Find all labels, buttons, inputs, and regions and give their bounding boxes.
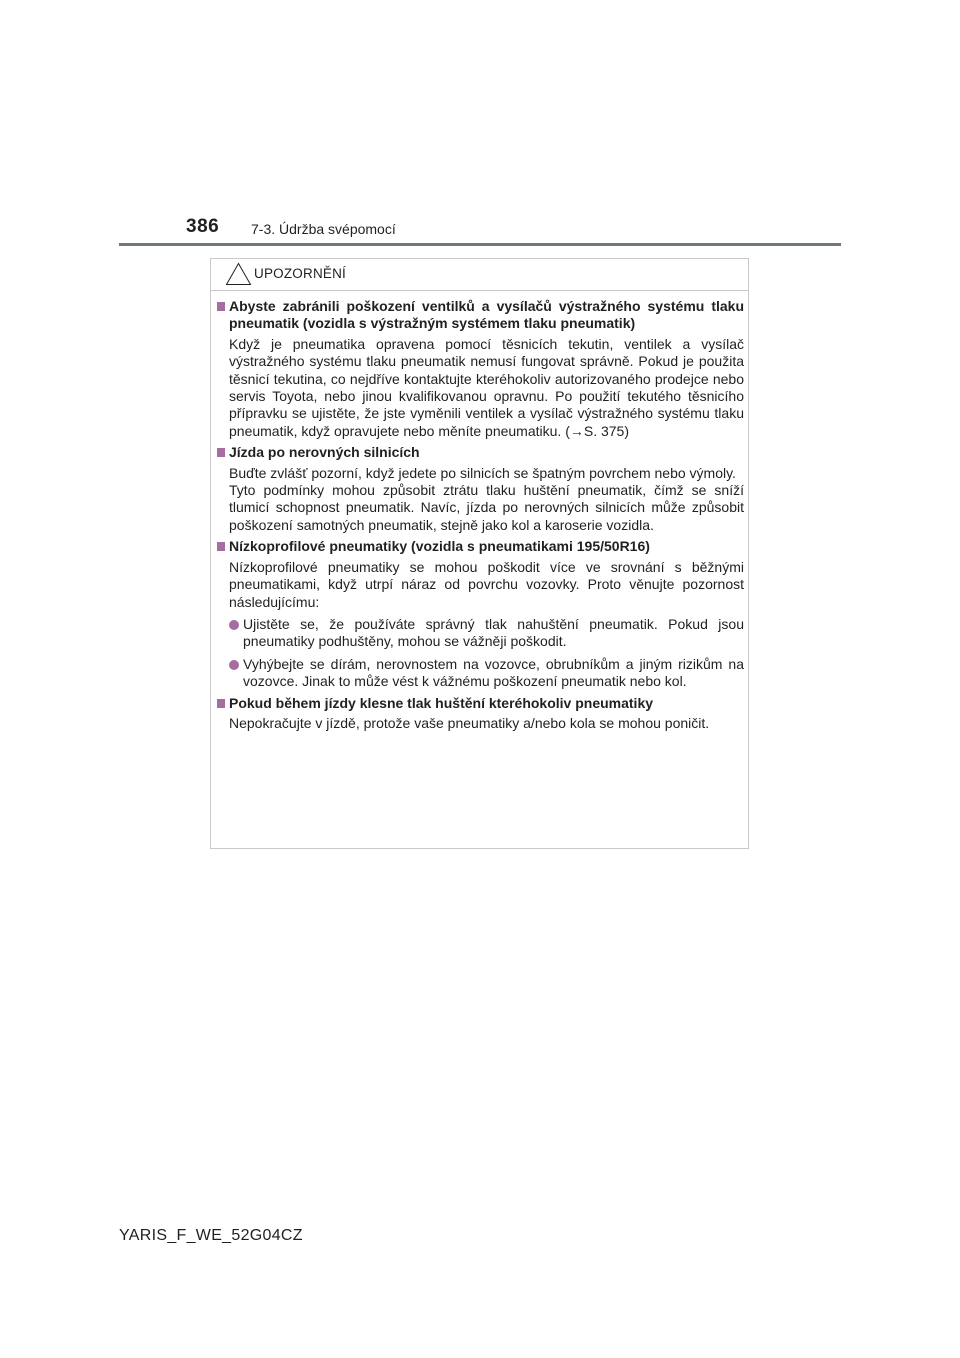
square-bullet-icon <box>217 448 225 457</box>
item-title <box>217 538 744 555</box>
bullet-text: Vyhýbejte se dírám, nerovnostem na vozovce, obrubníkům a jiným rizikům na vozovce. Jinak to může vést k vážnému poškození pneumatik nebo kol. <box>243 655 744 690</box>
item-paragraph: Nepokračujte v jízdě, protože vaše pneumatiky a/nebo kola se mohou poničit. <box>229 714 710 731</box>
warning-header <box>211 259 748 291</box>
item-title <box>217 298 744 333</box>
warning-box <box>210 258 749 849</box>
warning-triangle-icon <box>225 262 252 286</box>
item-title <box>217 695 744 712</box>
item-title-text: Jízda po nerovných silnicích <box>229 444 420 461</box>
bullet-item <box>217 656 744 691</box>
document-code: YARIS_F_WE_52G04CZ <box>119 1227 303 1244</box>
item-title-text: Nízkoprofilové pneumatiky (vozidla s pneumatikami 195/50R16) <box>229 538 650 555</box>
header-rule <box>119 243 841 246</box>
item-paragraph: Nízkoprofilové pneumatiky se mohou poškodit více ve srovnání s běžnými pneumatikami, když utrpí náraz od povrchu vozovky. Proto věnujte pozornost následujícímu: <box>229 558 744 610</box>
warning-item <box>217 538 744 690</box>
item-title-text: Pokud během jízdy klesne tlak huštění kteréhokoliv pneumatiky <box>229 694 654 711</box>
round-bullet-icon <box>229 620 239 630</box>
warning-label: UPOZORNĚNÍ <box>254 266 347 281</box>
warning-item <box>217 444 744 534</box>
item-title-text: Abyste zabránili poškození ventilků a vysílačů výstražného systému tlaku pneumatik (vozidla s výstražným systémem tlaku pneumatik) <box>229 298 744 332</box>
warning-item <box>217 298 744 440</box>
item-paragraph: Tyto podmínky mohou způsobit ztrátu tlaku huštění pneumatik, čímž se sníží tlumicí schopnost pneumatik. Navíc, jízda po nerovných silnicích může způsobit poškození samotných pneumatik, stejně jako kol a karoserie vozidla. <box>229 482 744 533</box>
round-bullet-icon <box>229 660 239 670</box>
item-title <box>217 444 744 461</box>
section-title: 7-3. Údržba svépomocí <box>251 221 396 237</box>
square-bullet-icon <box>217 302 225 311</box>
item-paragraph: Když je pneumatika opravena pomocí těsnicích tekutin, ventilek a vysílač výstražného systému tlaku pneumatik nemusí fungovat správně. Pokud je použita těsnicí tekutina, co nejdříve kontaktujte kteréhokoliv autorizovaného prodejce nebo servis Toyota, nebo jinou kvalifikovanou opravnu. Po použití tekutého těsnicího přípravku se ujistěte, že jste vyměnili ventilek a vysílač výstražného systému tlaku pneumatik, když opravujete nebo měníte pneumatiku. (→S. 375) <box>229 335 744 439</box>
bullet-item <box>217 616 744 651</box>
page-number: 386 <box>186 216 220 237</box>
square-bullet-icon <box>217 699 225 708</box>
bullet-text: Ujistěte se, že používáte správný tlak nahuštění pneumatik. Pokud jsou pneumatiky podhuštěny, mohou se vážněji poškodit. <box>243 615 744 650</box>
item-paragraph: Buďte zvlášť pozorní, když jedete po silnicích se špatným povrchem nebo výmoly. <box>229 464 736 481</box>
warning-item <box>217 695 744 733</box>
square-bullet-icon <box>217 542 225 551</box>
warning-body <box>217 298 744 736</box>
